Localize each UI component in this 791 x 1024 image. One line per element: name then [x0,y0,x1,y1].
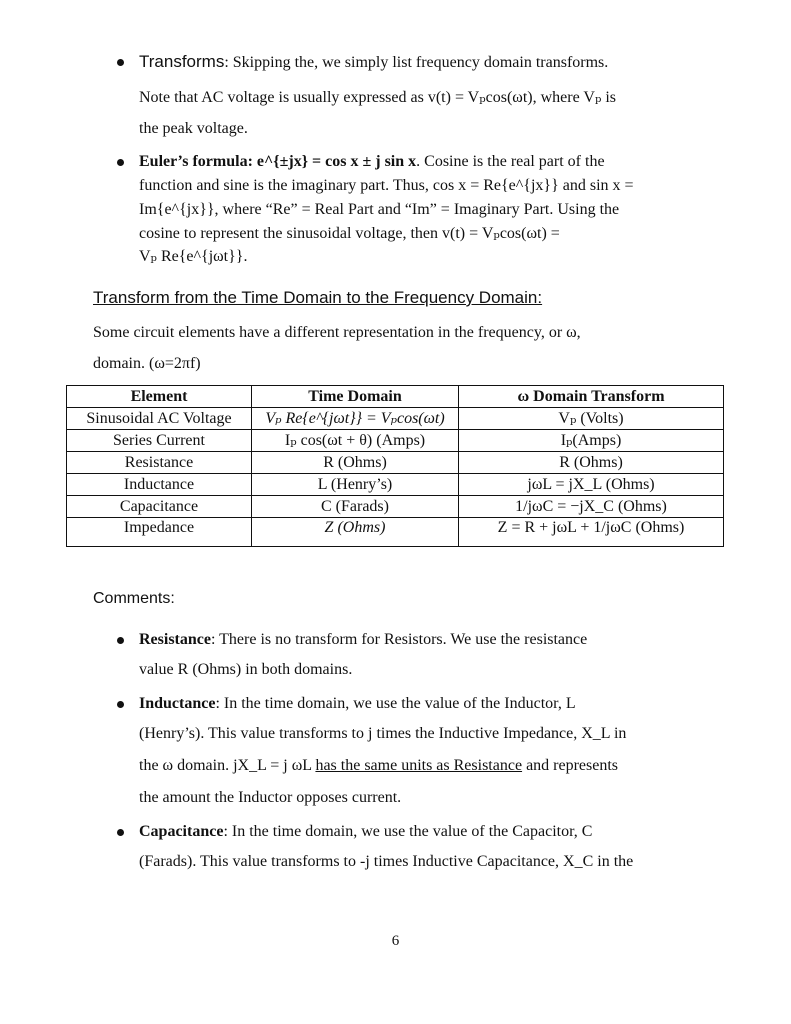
table-row [67,452,724,474]
table-cell: Iₚ cos(ωt + θ) (Amps) [252,430,459,452]
capacitance-label: Capacitance [139,823,224,840]
section-title: Transform from the Time Domain to the Frequency Domain: [93,288,543,307]
table-row [67,408,724,430]
table-cell: Inductance [67,474,252,496]
table-row [67,474,724,496]
euler-label: Euler’s formula [139,153,248,170]
table-cell: R (Ohms) [252,452,459,474]
table-row [67,518,724,547]
capacitance-line2: (Farads). This value transforms to -j times Inductive Capacitance, X_C in the [139,853,634,870]
col-header-omega-domain: ω Domain Transform [459,386,724,408]
table-cell: Vₚ Re{e^{jωt}} = Vₚcos(ωt) [252,408,459,430]
bullet-dot [117,829,124,836]
capacitance-line1: Capacitance: In the time domain, we use the value of the Capacitor, C [139,823,593,840]
table-cell: R (Ohms) [459,452,724,474]
table-cell: Capacitance [67,496,252,518]
page-number: 6 [391,933,400,949]
inductance-line1: Inductance: In the time domain, we use the value of the Inductor, L [139,695,576,712]
intro-line2: domain. (ω=2πf) [93,355,201,372]
table-cell: Resistance [67,452,252,474]
table-cell: Z = R + jωL + 1/jωC (Ohms) [459,518,724,547]
resistance-line2: value R (Ohms) in both domains. [139,661,353,678]
comments-heading: Comments: [93,590,175,607]
inductance-line2: (Henry’s). This value transforms to j times the Inductive Impedance, X_L in [139,725,627,742]
table-cell: L (Henry’s) [252,474,459,496]
euler-formula: : e^{±jx} = cos x ± j sin x [247,153,417,170]
euler-line4: cosine to represent the sinusoidal voltage, then v(t) = Vₚcos(ωt) = [139,225,560,242]
transforms-line3: the peak voltage. [139,120,248,137]
transform-table [66,385,724,547]
bullet-dot [117,637,124,644]
table-cell: Sinusoidal AC Voltage [67,408,252,430]
table-cell: Series Current [67,430,252,452]
bullet-dot [117,701,124,708]
euler-line3: Im{e^{jx}}, where “Re” = Real Part and “Im” = Imaginary Part. Using the [139,201,620,218]
table-cell: Z (Ohms) [252,518,459,547]
bullet-dot [117,159,124,166]
euler-line5: Vₚ Re{e^{jωt}}. [139,248,248,265]
table-cell: C (Farads) [252,496,459,518]
table-cell: jωL = jX_L (Ohms) [459,474,724,496]
resistance-label: Resistance [139,631,211,648]
euler-line1: Euler’s formula: e^{±jx} = cos x ± j sin x. Cosine is the real part of the [139,153,605,170]
euler-line2: function and sine is the imaginary part. Thus, cos x = Re{e^{jx}} and sin x = [139,177,634,194]
inductance-label: Inductance [139,695,216,712]
resistance-line1: Resistance: There is no transform for Resistors. We use the resistance [139,631,588,648]
bullet-dot [117,59,124,66]
transforms-label: Transforms [139,52,225,71]
table-cell: Iₚ(Amps) [459,430,724,452]
intro-line1: Some circuit elements have a different representation in the frequency, or ω, [93,324,581,341]
col-header-element: Element [67,386,252,408]
col-header-time-domain: Time Domain [252,386,459,408]
table-cell: 1/jωC = −jX_C (Ohms) [459,496,724,518]
inductance-line3: the ω domain. jX_L = j ωL has the same units as Resistance and represents [139,757,619,774]
table-cell: Impedance [67,518,252,547]
transforms-line1: Transforms: Skipping the, we simply list frequency domain transforms. [139,52,609,71]
table-row [67,430,724,452]
inductance-line4: the amount the Inductor opposes current. [139,789,402,806]
table-header-row [67,386,724,408]
transforms-line2: Note that AC voltage is usually expressed as v(t) = Vₚcos(ωt), where Vₚ is [139,89,617,106]
units-underlined: has the same units as Resistance [315,757,523,774]
table-row [67,496,724,518]
table-cell: Vₚ (Volts) [459,408,724,430]
